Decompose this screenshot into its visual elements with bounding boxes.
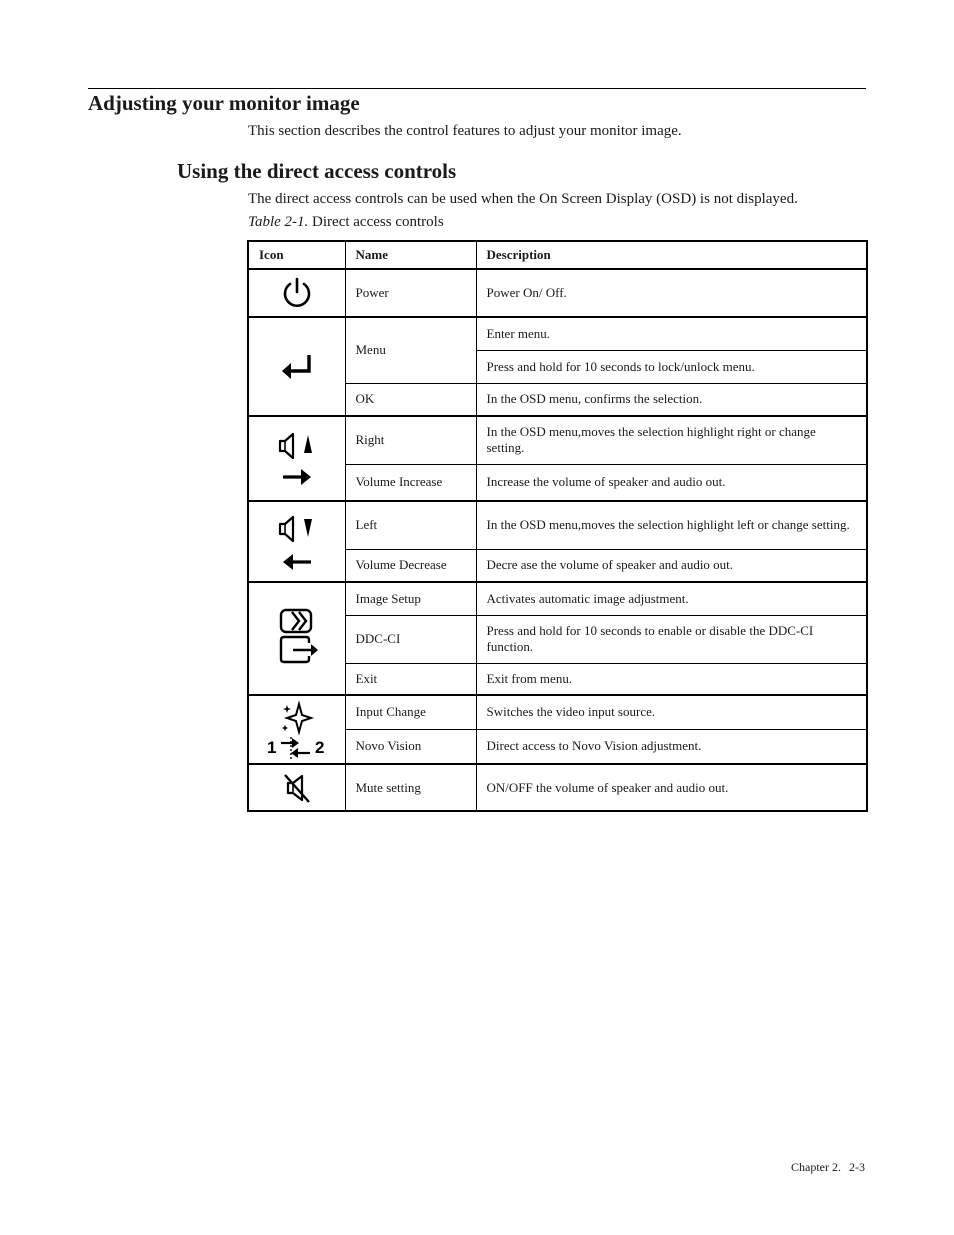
row-description: Switches the video input source. xyxy=(476,695,867,729)
row-name: Novo Vision xyxy=(345,729,476,764)
row-description: Enter menu. xyxy=(476,317,867,350)
input-icon-label-2: 2 xyxy=(314,737,325,757)
row-description: Power On/ Off. xyxy=(476,269,867,317)
row-description: In the OSD menu, confirms the selection. xyxy=(476,383,867,416)
row-name: Mute setting xyxy=(345,764,476,811)
table-caption-label: Table 2-1. xyxy=(248,214,309,230)
top-rule xyxy=(88,88,866,89)
enter-icon xyxy=(279,357,315,372)
input-icon-label-1: 1 xyxy=(266,737,277,757)
header-icon: Icon xyxy=(248,241,345,269)
row-description: ON/OFF the volume of speaker and audio out. xyxy=(476,764,867,811)
volume-up-right-arrow-icon xyxy=(275,449,319,464)
table-row xyxy=(248,582,867,615)
row-name: Image Setup xyxy=(345,582,476,615)
direct-access-controls-table xyxy=(247,240,868,812)
footer-chapter: Chapter 2. xyxy=(791,1160,841,1174)
image-setup-exit-icon xyxy=(273,629,321,644)
row-description: Exit from menu. xyxy=(476,663,867,695)
icon-cell xyxy=(248,695,345,764)
table-caption xyxy=(248,214,444,231)
mute-icon xyxy=(280,778,314,793)
section-heading: Adjusting your monitor image xyxy=(88,91,360,115)
table-caption-text: Direct access controls xyxy=(308,214,444,230)
row-description: Decre ase the volume of speaker and audio out. xyxy=(476,549,867,582)
table-row xyxy=(248,695,867,729)
row-description: Activates automatic image adjustment. xyxy=(476,582,867,615)
row-name: Volume Increase xyxy=(345,464,476,501)
table-header-row xyxy=(248,241,867,269)
table-row xyxy=(248,317,867,350)
page-footer xyxy=(783,1160,865,1175)
row-name: Menu xyxy=(345,317,476,383)
icon-cell xyxy=(248,582,345,695)
table-row xyxy=(248,416,867,464)
row-name: DDC-CI xyxy=(345,615,476,663)
row-description: Increase the volume of speaker and audio out. xyxy=(476,464,867,501)
row-name: Right xyxy=(345,416,476,464)
row-name: Exit xyxy=(345,663,476,695)
icon-cell xyxy=(248,269,345,317)
input-change-novo-vision-icon xyxy=(266,720,328,757)
row-description: In the OSD menu,moves the selection highlight left or change setting. xyxy=(476,501,867,549)
icon-cell xyxy=(248,416,345,501)
table-row xyxy=(248,764,867,811)
icon-cell xyxy=(248,501,345,582)
power-icon xyxy=(280,284,314,299)
row-name: Power xyxy=(345,269,476,317)
row-name: Volume Decrease xyxy=(345,549,476,582)
header-name: Name xyxy=(345,241,476,269)
section-intro: This section describes the control features to adjust your monitor image. xyxy=(248,123,682,139)
icon-cell xyxy=(248,764,345,811)
footer-page-number: 2-3 xyxy=(849,1160,865,1174)
volume-down-left-arrow-icon xyxy=(275,532,319,547)
row-description: Press and hold for 10 seconds to enable or disable the DDC-CI function. xyxy=(476,615,867,663)
table-row xyxy=(248,269,867,317)
subsection-intro: The direct access controls can be used when the On Screen Display (OSD) is not displayed. xyxy=(248,191,798,207)
header-description: Description xyxy=(476,241,867,269)
row-name: Left xyxy=(345,501,476,549)
row-description: In the OSD menu,moves the selection highlight right or change setting. xyxy=(476,416,867,464)
row-name: OK xyxy=(345,383,476,416)
row-name: Input Change xyxy=(345,695,476,729)
row-description: Direct access to Novo Vision adjustment. xyxy=(476,729,867,764)
row-description: Press and hold for 10 seconds to lock/unlock menu. xyxy=(476,350,867,383)
subsection-heading: Using the direct access controls xyxy=(177,159,457,183)
icon-cell xyxy=(248,317,345,416)
table-row xyxy=(248,501,867,549)
